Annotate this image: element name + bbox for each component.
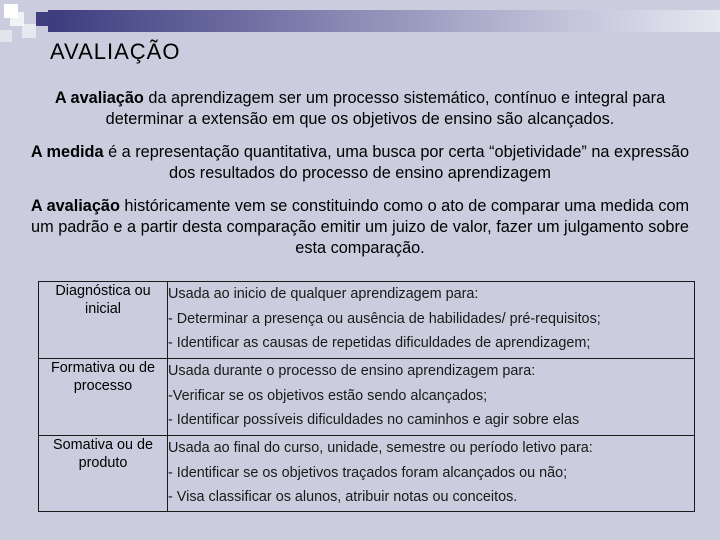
decorative-square	[22, 24, 36, 38]
table-row	[39, 436, 695, 512]
description-line: Usada ao inicio de qualquer aprendizagem para:	[168, 286, 479, 302]
title-bar-gradient	[48, 10, 720, 32]
paragraph-avaliacao	[20, 88, 700, 130]
description-line: -Verificar se os objetivos estão sendo alcançados;	[168, 387, 488, 404]
row-description	[168, 359, 695, 436]
row-label: Formativa ou de processo	[39, 359, 168, 436]
description-line: Usada ao final do curso, unidade, semestre ou período letivo para:	[168, 440, 593, 456]
table-row	[39, 359, 695, 436]
paragraph-text: históricamente vem se constituindo como o ato de comparar uma medida com um padrão e a partir desta comparação emitir um juizo de valor, fazer um julgamento sobre esta comparação.	[31, 197, 690, 257]
paragraph-text: da aprendizagem ser um processo sistemático, contínuo e integral para determinar a extensão em que os objetivos de ensino são alcançados.	[105, 89, 666, 128]
description-line: Usada durante o processo de ensino aprendizagem para:	[168, 363, 536, 379]
evaluation-types-table	[38, 281, 695, 512]
row-label: Somativa ou de produto	[39, 436, 168, 512]
slide-title: AVALIAÇÃO	[50, 39, 181, 64]
description-line: - Visa classificar os alunos, atribuir notas ou conceitos.	[168, 489, 518, 505]
description-line: - Identificar as causas de repetidas dificuldades de aprendizagem;	[168, 335, 591, 351]
paragraph-term: A medida	[30, 143, 104, 161]
row-description	[168, 282, 695, 359]
table-row	[39, 282, 695, 359]
paragraph-term: A avaliação	[30, 197, 120, 215]
row-label: Diagnóstica ou inicial	[39, 282, 168, 359]
paragraph-term: A avaliação	[54, 89, 144, 107]
description-line: - Identificar possíveis dificuldades no caminhos e agir sobre elas	[168, 412, 580, 428]
paragraph-medida	[20, 142, 700, 184]
paragraph-avaliacao-historica	[20, 196, 700, 259]
description-line: - Determinar a presença ou ausência de habilidades/ pré-requisitos;	[168, 310, 601, 327]
description-line: - Identificar se os objetivos traçados foram alcançados ou não;	[168, 464, 568, 481]
decorative-square	[0, 30, 12, 42]
row-description	[168, 436, 695, 512]
paragraph-text: é a representação quantitativa, uma busca por certa “objetividade” na expressão dos resultados do processo de ensino aprendizagem	[103, 143, 690, 182]
